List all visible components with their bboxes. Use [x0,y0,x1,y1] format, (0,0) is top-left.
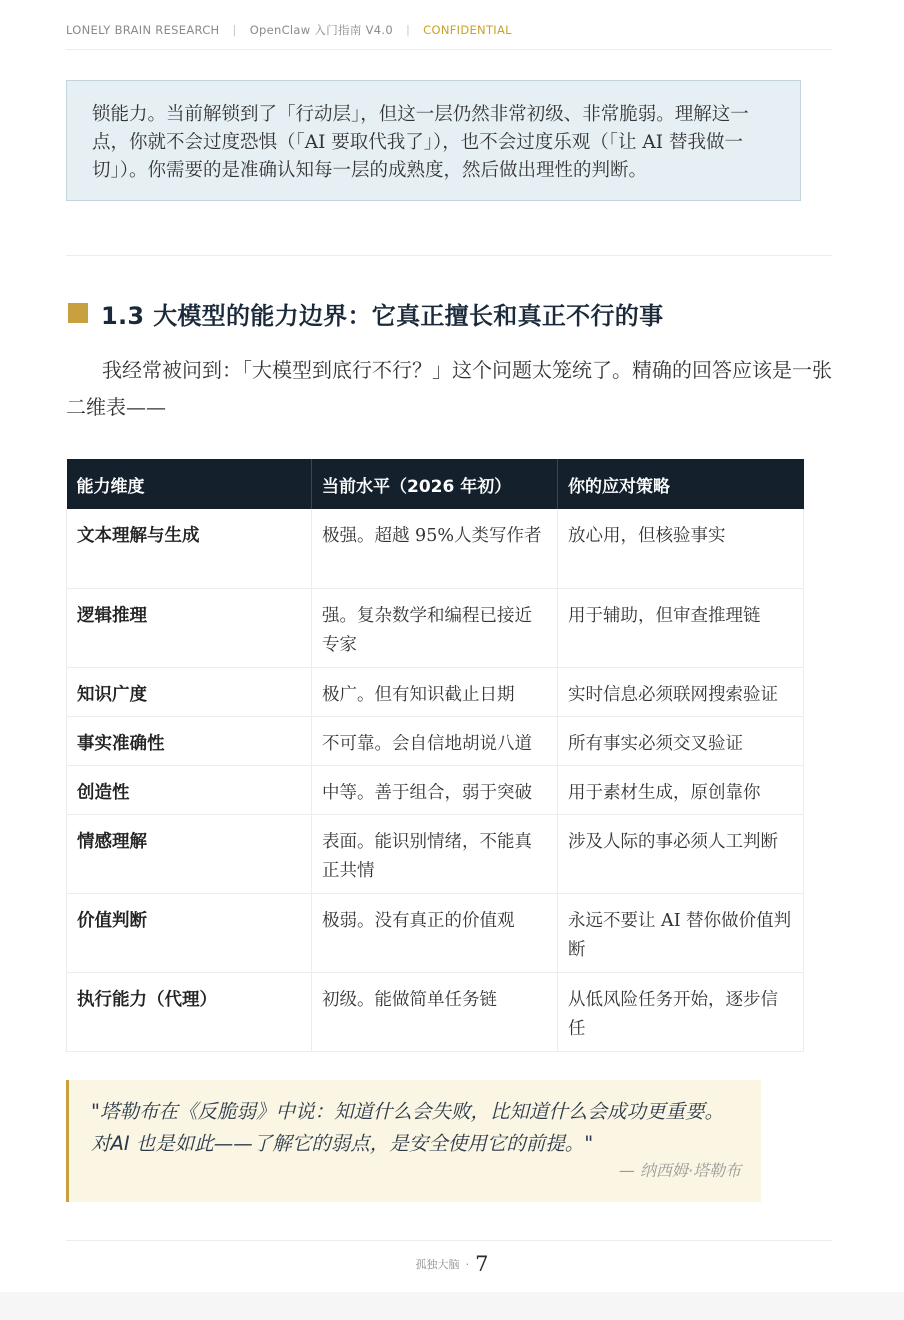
page-footer [0,1252,904,1276]
intro-paragraph: 我经常被问到：「大模型到底行不行？」这个问题太笼统了。精确的回答应该是一张二维表—— [66,358,832,419]
table-row [67,893,804,972]
strategy-cell: 从低风险任务开始，逐步信任 [558,972,804,1051]
table-row [67,814,804,893]
strategy-cell: 涉及人际的事必须人工判断 [558,814,804,893]
level-cell: 中等。善于组合，弱于突破 [312,765,558,814]
level-cell: 强。复杂数学和编程已接近专家 [312,588,558,667]
section-divider [66,255,832,256]
pull-quote [66,1080,761,1202]
header-org: LONELY BRAIN RESEARCH [66,23,220,37]
header-separator: | [232,23,237,37]
header-divider [66,49,832,50]
table-row [67,765,804,814]
strategy-cell: 实时信息必须联网搜索验证 [558,667,804,716]
header-separator: | [405,23,411,37]
level-cell: 表面。能识别情绪，不能真正共情 [312,814,558,893]
footer-brand: 孤独大脑 [415,1258,460,1271]
footer-dot: · [465,1258,470,1271]
dimension-cell: 文本理解与生成 [67,509,312,588]
table-row [67,972,804,1051]
header-classification: CONFIDENTIAL [423,23,512,37]
table-row [67,716,804,765]
capability-table [66,459,804,1052]
strategy-cell: 永远不要让 AI 替你做价值判断 [558,893,804,972]
strategy-cell: 所有事实必须交叉验证 [558,716,804,765]
callout-text: 锁能力。当前解锁到了「行动层」，但这一层仍然非常初级、非常脆弱。理解这一点，你就不会过度恐惧（「AI 要取代我了」），也不会过度乐观（「让 AI 替我做一切」）。你需要的是准确认知每一层的成熟度，然后做出理性的判断。 [92,104,749,181]
level-cell: 极广。但有知识截止日期 [312,667,558,716]
table-row [67,509,804,588]
quote-text: "塔勒布在《反脆弱》中说：知道什么会失败，比知道什么会成功更重要。对AI 也是如此——了解它的弱点，是安全使用它的前提。" [91,1100,724,1155]
table-row [67,588,804,667]
column-header-dimension: 能力维度 [67,459,312,509]
level-cell-warning: 极弱。没有真正的价值观 [312,893,558,972]
column-header-level: 当前水平（2026 年初） [312,459,558,509]
dimension-cell: 事实准确性 [67,716,312,765]
page-number: 7 [475,1252,489,1276]
dimension-cell: 执行能力（代理） [67,972,312,1051]
quote-author: — 纳西姆·塔勒布 [618,1161,741,1180]
strategy-cell: 放心用，但核验事实 [558,509,804,588]
section-title: 1.3 大模型的能力边界：它真正擅长和真正不行的事 [101,301,664,330]
running-header [66,22,832,38]
dimension-cell: 创造性 [67,765,312,814]
callout-box [66,80,801,201]
dimension-cell: 价值判断 [67,893,312,972]
level-cell-warning: 不可靠。会自信地胡说八道 [312,716,558,765]
level-cell: 极强。超越 95%人类写作者 [312,509,558,588]
level-cell: 初级。能做简单任务链 [312,972,558,1051]
section-heading [66,295,832,331]
dimension-cell: 逻辑推理 [67,588,312,667]
header-doc-title: OpenClaw 入门指南 V4.0 [249,23,393,37]
strategy-cell: 用于素材生成，原创靠你 [558,765,804,814]
dimension-cell: 知识广度 [67,667,312,716]
table-row [67,667,804,716]
table-header-row [67,459,804,509]
section-marker-icon [68,303,88,323]
strategy-cell: 用于辅助，但审查推理链 [558,588,804,667]
column-header-strategy: 你的应对策略 [558,459,804,509]
footer-divider [66,1240,832,1241]
page-bottom-band [0,1292,904,1320]
dimension-cell: 情感理解 [67,814,312,893]
